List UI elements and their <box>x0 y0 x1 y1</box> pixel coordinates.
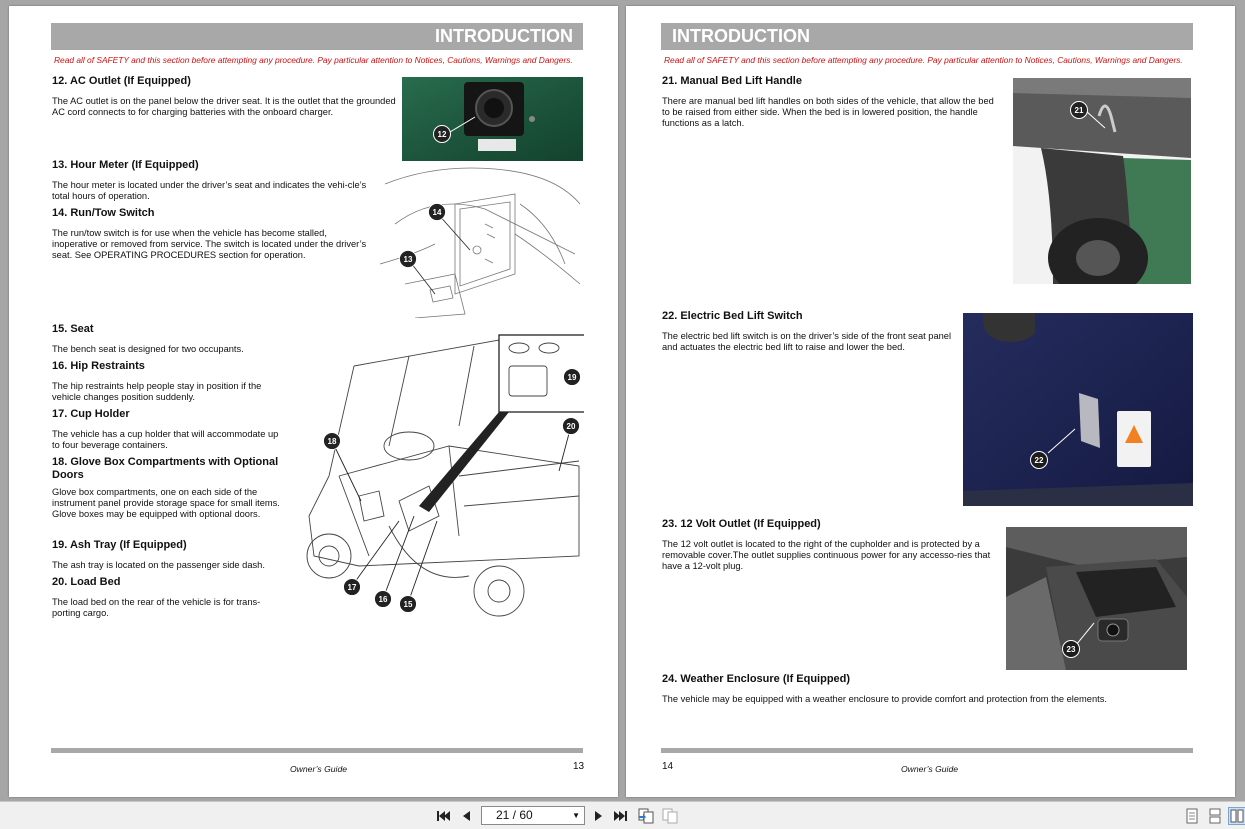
callout-20: 20 <box>566 422 576 431</box>
section-run-tow-switch <box>52 207 372 261</box>
section-banner: INTRODUCTION <box>51 23 583 50</box>
callout-16: 16 <box>378 595 388 604</box>
section-text: The run/tow switch is for use when the vehicle has become stalled, inoperative or removed from service. The switch is located under the driver’s seat. See OPERATING PROCEDURES section for operation. <box>52 228 367 260</box>
section-hip-restraints <box>52 360 288 403</box>
section-text: The vehicle may be equipped with a weather enclosure to provide comfort and protection from the elements. <box>662 694 1107 704</box>
vehicle-drawing <box>299 326 584 618</box>
section-title: 19. Ash Tray (If Equipped) <box>52 539 187 551</box>
section-electric-bed-lift <box>662 310 957 353</box>
section-title: 20. Load Bed <box>52 576 121 588</box>
footer-rule <box>661 748 1193 753</box>
section-cup-holder <box>52 408 288 451</box>
section-hour-meter <box>52 159 372 202</box>
section-text: Glove box compartments, one on each side of the instrument panel provide storage space for small items. Glove boxes may be equipped with optional doors. <box>52 487 280 519</box>
continuous-view-button[interactable] <box>661 807 679 825</box>
callout-23: 23 <box>1066 645 1076 654</box>
next-page-icon <box>593 809 605 823</box>
callout-21: 21 <box>1074 106 1084 115</box>
section-glove-box <box>52 456 288 520</box>
scroll-page-icon <box>1209 808 1221 824</box>
section-manual-bed-lift <box>662 75 1002 129</box>
left-page <box>9 6 618 797</box>
callout-15: 15 <box>403 600 413 609</box>
two-page-view-icon <box>638 808 654 824</box>
section-text: The AC outlet is on the panel below the driver seat. It is the outlet that the grounded AC cord connects to for charging batteries with the onboard charger. <box>52 96 396 117</box>
12-volt-outlet-photo <box>1006 527 1187 670</box>
section-title: 12. AC Outlet (If Equipped) <box>52 75 191 87</box>
section-title: 23. 12 Volt Outlet (If Equipped) <box>662 518 821 530</box>
section-title: 13. Hour Meter (If Equipped) <box>52 159 199 171</box>
callout-13: 13 <box>403 255 413 264</box>
last-page-button[interactable] <box>612 807 630 825</box>
section-title: 14. Run/Tow Switch <box>52 207 155 219</box>
section-title: 16. Hip Restraints <box>52 360 145 372</box>
right-page <box>626 6 1235 797</box>
section-text: The 12 volt outlet is located to the right of the cupholder and is protected by a removable cover.The outlet supplies continuous power for any accesso-ries that have a 12-volt plug. <box>662 539 991 571</box>
section-title: 24. Weather Enclosure (If Equipped) <box>662 673 851 685</box>
section-ash-tray <box>52 539 288 571</box>
single-page-button[interactable] <box>1183 807 1201 825</box>
two-page-view-button[interactable] <box>637 807 655 825</box>
page-indicator: 21 / 60 <box>496 808 533 822</box>
previous-page-icon <box>460 809 472 823</box>
callout-12: 12 <box>437 130 447 139</box>
footer-guide: Owner’s Guide <box>901 764 959 774</box>
first-page-icon <box>436 809 450 823</box>
scroll-page-button[interactable] <box>1206 807 1224 825</box>
section-load-bed <box>52 576 288 619</box>
ac-outlet-photo <box>402 77 583 161</box>
viewer-toolbar <box>0 801 1245 829</box>
next-page-button[interactable] <box>590 807 608 825</box>
section-banner: INTRODUCTION <box>661 23 1193 50</box>
bed-lift-handle-photo <box>1013 78 1191 284</box>
section-title: 15. Seat <box>52 323 94 335</box>
section-text: The load bed on the rear of the vehicle is for trans-porting cargo. <box>52 597 261 618</box>
footer-rule <box>51 748 583 753</box>
callout-14: 14 <box>432 208 442 217</box>
continuous-view-icon <box>662 808 678 824</box>
safety-notice: Read all of SAFETY and this section before attempting any procedure. Pay particular attention to Notices, Cautions, Warnings and Dangers. <box>54 55 573 65</box>
callout-22: 22 <box>1034 456 1044 465</box>
safety-notice: Read all of SAFETY and this section before attempting any procedure. Pay particular attention to Notices, Cautions, Warnings and Dangers. <box>664 55 1183 65</box>
section-text: The vehicle has a cup holder that will accommodate up to four beverage containers. <box>52 429 279 450</box>
page-number: 14 <box>662 761 674 772</box>
electric-bed-lift-switch-photo <box>963 313 1193 506</box>
section-seat <box>52 323 288 355</box>
section-title: 21. Manual Bed Lift Handle <box>662 75 802 87</box>
last-page-icon <box>614 809 628 823</box>
section-ac-outlet <box>52 75 402 118</box>
section-weather-enclosure <box>662 673 1202 705</box>
section-title: 18. Glove Box Compartments with Optional Doors <box>52 456 279 481</box>
first-page-button[interactable] <box>434 807 452 825</box>
section-text: The ash tray is located on the passenger side dash. <box>52 560 265 570</box>
chevron-down-icon: ▼ <box>572 811 580 820</box>
section-text: The electric bed lift switch is on the driver’s side of the front seat panel and actuates the electric bed lift to raise and lower the bed. <box>662 331 952 352</box>
section-text: The hour meter is located under the driver’s seat and indicates the vehi-cle’s total hours of operation. <box>52 180 367 201</box>
facing-pages-icon <box>1230 809 1244 823</box>
page-number: 13 <box>573 761 585 772</box>
seat-panel-drawing <box>375 164 584 318</box>
previous-page-button[interactable] <box>457 807 475 825</box>
callout-19: 19 <box>567 373 577 382</box>
section-text: There are manual bed lift handles on both sides of the vehicle, that allow the bed to be raised from either side. When the bed is in lowered position, the handle functions as a latch. <box>662 96 994 128</box>
section-title: 22. Electric Bed Lift Switch <box>662 310 803 322</box>
footer-guide: Owner’s Guide <box>290 764 348 774</box>
section-text: The hip restraints help people stay in position if the vehicle changes position suddenly. <box>52 381 262 402</box>
page-number-select[interactable] <box>481 806 585 825</box>
single-page-icon <box>1186 808 1198 824</box>
facing-pages-button[interactable] <box>1228 807 1245 825</box>
callout-18: 18 <box>327 437 337 446</box>
callout-17: 17 <box>347 583 357 592</box>
section-text: The bench seat is designed for two occupants. <box>52 344 244 354</box>
section-title: 17. Cup Holder <box>52 408 130 420</box>
section-12-volt-outlet <box>662 518 997 572</box>
